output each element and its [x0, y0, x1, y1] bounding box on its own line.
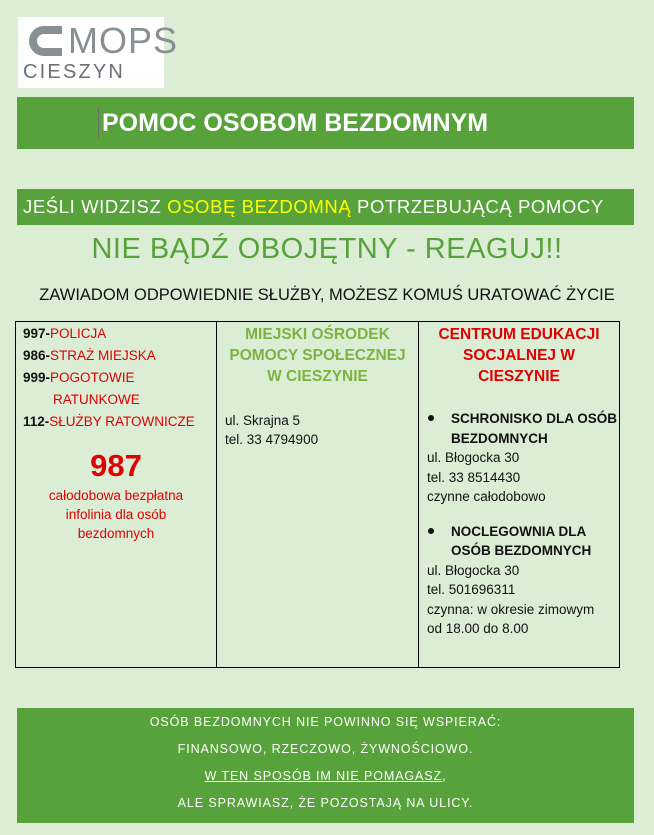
- notify-text: ZAWIADOM ODPOWIEDNIE SŁUŻBY, MOŻESZ KOMUŚ URATOWAĆ ŻYCIE: [39, 286, 615, 304]
- emergency-number: 112-: [23, 414, 50, 429]
- cesw-column: [419, 322, 619, 667]
- emergency-service-cont: RATUNKOWE: [53, 392, 140, 407]
- facility-hours: czynne całodobowo: [427, 489, 546, 504]
- subtitle-bar: [17, 189, 634, 225]
- facility-title: [419, 522, 619, 561]
- footer-line: FINANSOWO, RZECZOWO, ŻYWNOŚCIOWO.: [177, 742, 474, 756]
- footer-line: ALE SPRAWIASZ, ŻE POZOSTAJĄ NA ULICY.: [177, 796, 474, 810]
- emergency-ambulance: [23, 367, 216, 389]
- facility-address: ul. Błogocka 30: [427, 450, 520, 465]
- mops-phone: tel. 33 4794900: [225, 432, 319, 447]
- emergency-service: POGOTOWIE: [50, 370, 135, 385]
- facility-night-shelter: [419, 522, 619, 639]
- footer-underlined: W TEN SPOSÓB IM NIE POMAGASZ: [204, 769, 443, 783]
- emergency-number: 999-: [23, 370, 51, 385]
- bullet-icon: [428, 528, 434, 534]
- facility-title-line: OSÓB BEZDOMNYCH: [451, 543, 592, 558]
- emergency-rescue: [23, 411, 216, 433]
- facility-title: [419, 409, 619, 448]
- facility-title-line: NOCLEGOWNIA DLA: [451, 523, 587, 539]
- emergency-ambulance-cont: [23, 389, 216, 411]
- mops-name-line: W CIESZYNIE: [267, 368, 368, 385]
- footer-box: [17, 708, 634, 823]
- page-title: POMOC OSOBOM BEZDOMNYM: [102, 109, 489, 137]
- emergency-service: SŁUŻBY RATOWNICZE: [49, 414, 195, 429]
- hotline-line: bezdomnych: [77, 526, 155, 541]
- facility-shelter: [419, 409, 619, 507]
- hotline-number: 987: [90, 448, 142, 483]
- footer-line: [17, 768, 634, 784]
- mops-column: [217, 322, 419, 667]
- facility-hours: od 18.00 do 8.00: [427, 621, 529, 636]
- emergency-number: 997-: [23, 326, 51, 341]
- facility-title-line: SCHRONISKO DLA OSÓB: [451, 411, 618, 426]
- cesw-name-line: SOCJALNEJ W: [463, 347, 575, 364]
- logo-city: CIESZYN: [23, 61, 126, 83]
- facility-title-line: BEZDOMNYCH: [451, 430, 548, 446]
- subtitle-after: POTRZEBUJĄCĄ POMOCY: [351, 196, 604, 217]
- emergency-city-guard: [23, 345, 216, 367]
- subtitle-before: JEŚLI WIDZISZ: [23, 196, 168, 217]
- mops-contact: [225, 411, 418, 449]
- bullet-icon: [428, 415, 434, 421]
- text-cursor: [98, 108, 99, 138]
- emergency-police: [23, 323, 216, 345]
- emergency-service: STRAŻ MIEJSKA: [50, 348, 156, 363]
- facility-address: ul. Błogocka 30: [427, 562, 520, 578]
- footer-line: OSÓB BEZDOMNYCH NIE POWINNO SIĘ WSPIERAĆ:: [149, 715, 502, 729]
- mops-name: [217, 324, 418, 387]
- hotline-line: całodobowa bezpłatna: [48, 488, 184, 503]
- mops-name-line: POMOCY SPOŁECZNEJ: [229, 347, 406, 364]
- headline: NIE BĄDŹ OBOJĘTNY - REAGUJ!!: [91, 233, 563, 265]
- title-bar: [17, 97, 634, 149]
- subtitle-text: [23, 189, 604, 225]
- hotline-description: [16, 486, 216, 543]
- emergency-number: 986-: [23, 348, 51, 363]
- emergency-column: [16, 322, 217, 667]
- emergency-service: POLICJA: [50, 326, 107, 341]
- footer-comma: ,: [442, 769, 447, 783]
- hotline-line: infolinia dla osób: [65, 507, 167, 522]
- facility-hours: czynna: w okresie zimowym: [427, 601, 595, 617]
- facility-phone: tel. 501696311: [427, 582, 516, 597]
- facility-details: [419, 448, 619, 507]
- logo-name: MOPS: [68, 20, 179, 61]
- mops-logo: [18, 17, 179, 88]
- mops-address: ul. Skrajna 5: [225, 413, 301, 428]
- cesw-name-line: CENTRUM EDUKACJI: [438, 326, 600, 343]
- facility-phone: tel. 33 8514430: [427, 469, 521, 485]
- contacts-table: [15, 321, 620, 668]
- cesw-name-line: CIESZYNIE: [478, 368, 560, 385]
- cesw-name: [419, 324, 619, 387]
- facility-details: [419, 561, 619, 639]
- subtitle-highlight: OSOBĘ BEZDOMNĄ: [167, 196, 352, 217]
- mops-logo-icon: [24, 23, 64, 59]
- mops-name-line: MIEJSKI OŚRODEK: [245, 326, 390, 343]
